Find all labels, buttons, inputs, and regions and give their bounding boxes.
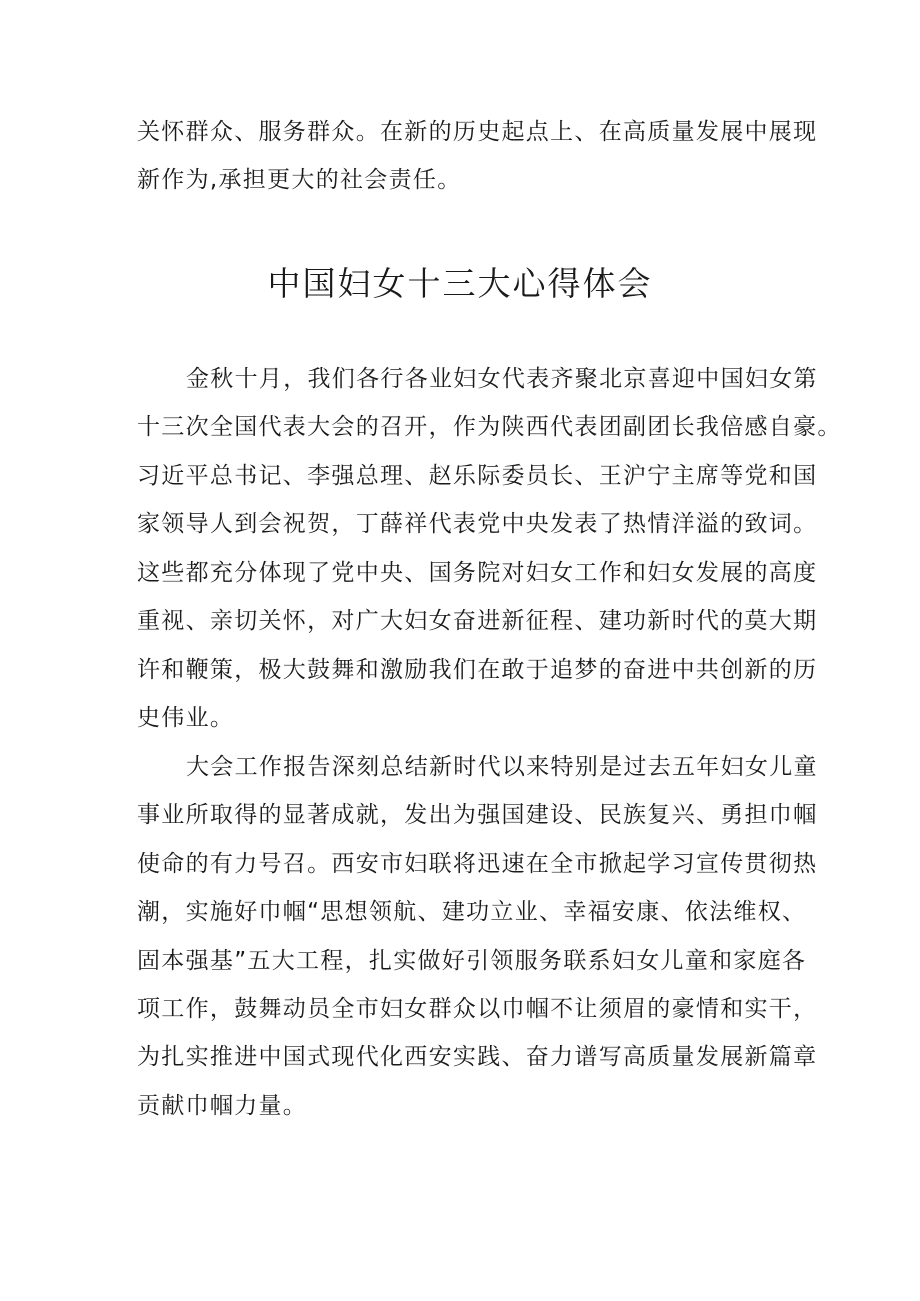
paragraph-line: 使命的有力号召。西安市妇联将迅速在全市掀起学习宣传贯彻热 <box>137 851 818 877</box>
paragraph-line: 习近平总书记、李强总理、赵乐际委员长、王沪宁主席等党和国 <box>137 463 818 489</box>
paragraph-line: 固本强基”五大工程，扎实做好引领服务联系妇女儿童和家庭各 <box>137 948 807 974</box>
paragraph-line: 为扎实推进中国式现代化西安实践、奋力谱写高质量发展新篇章 <box>137 1044 818 1070</box>
paragraph-line: 大会工作报告深刻总结新时代以来特别是过去五年妇女儿童 <box>186 754 818 780</box>
paragraph-line: 金秋十月，我们各行各业妇女代表齐聚北京喜迎中国妇女第 <box>186 366 818 392</box>
paragraph-line: 事业所取得的显著成就，发出为强国建设、民族复兴、勇担巾帼 <box>137 802 818 828</box>
paragraph-line: 十三次全国代表大会的召开，作为陕西代表团副团长我倍感自豪。 <box>137 414 842 440</box>
paragraph-line: 许和鞭策，极大鼓舞和激励我们在敢于追梦的奋进中共创新的历 <box>137 657 818 683</box>
article-title: 中国妇女十三大心得体会 <box>267 264 653 303</box>
paragraph-line: 家领导人到会祝贺，丁薛祥代表党中央发表了热情洋溢的致词。 <box>137 511 818 537</box>
intro-line: 关怀群众、服务群众。在新的历史起点上、在高质量发展中展现 <box>137 119 818 145</box>
paragraph-line: 这些都充分体现了党中央、国务院对妇女工作和妇女发展的高度 <box>137 560 818 586</box>
paragraph-line: 重视、亲切关怀，对广大妇女奋进新征程、建功新时代的莫大期 <box>137 608 818 634</box>
paragraph-line: 贡献巾帼力量。 <box>137 1093 308 1119</box>
paragraph-line: 项工作，鼓舞动员全市妇女群众以巾帼不让须眉的豪情和实干， <box>137 996 818 1022</box>
paragraph-line: 潮，实施好巾帼“思想领航、建功立业、幸福安康、依法维权、 <box>137 899 807 925</box>
intro-line: 新作为,承担更大的社会责任。 <box>137 167 462 193</box>
paragraph-line: 史伟业。 <box>137 705 235 731</box>
